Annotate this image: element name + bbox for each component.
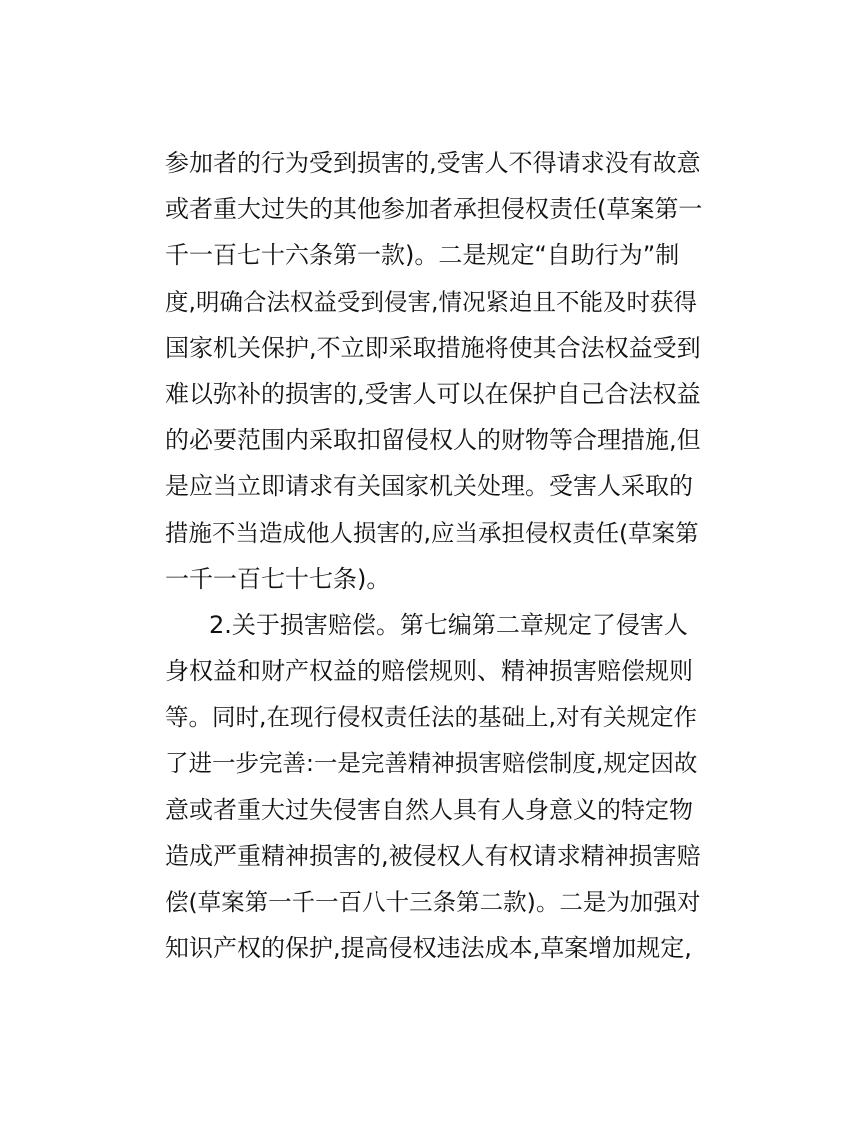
text-line: 知识产权的保护,提高侵权违法成本,草案增加规定, — [165, 934, 692, 963]
text-line: 难以弥补的损害的,受害人可以在保护自己合法权益 — [165, 379, 701, 408]
text-line: 措施不当造成他人损害的,应当承担侵权责任(草案第 — [165, 518, 699, 547]
text-line: 造成严重精神损害的,被侵权人有权请求精神损害赔 — [165, 841, 701, 870]
text-line: 身权益和财产权益的赔偿规则、精神损害赔偿规则 — [165, 657, 693, 686]
text-line: 参加者的行为受到损害的,受害人不得请求没有故意 — [165, 149, 701, 177]
text-line: 了进一步完善:一是完善精神损害赔偿制度,规定因故 — [165, 749, 698, 778]
body-text — [165, 140, 705, 971]
text-line: 偿(草案第一千一百八十三条第二款)。二是为加强对 — [165, 888, 701, 916]
text-line: 意或者重大过失侵害自然人具有人身意义的特定物 — [165, 795, 693, 824]
text-line: 千一百七十六条第一款)。二是规定“自助行为”制 — [165, 241, 680, 270]
text-line: 一千一百七十七条)。 — [165, 564, 391, 593]
section-heading-line: 2.关于损害赔偿。第七编第二章规定了侵害人 — [209, 610, 688, 639]
text-line: 等。同时,在现行侵权责任法的基础上,对有关规定作 — [165, 703, 697, 732]
text-line: 或者重大过失的其他参加者承担侵权责任(草案第一 — [165, 195, 703, 224]
text-line: 是应当立即请求有关国家机关处理。受害人采取的 — [165, 472, 693, 501]
text-line: 国家机关保护,不立即采取措施将使其合法权益受到 — [165, 333, 701, 362]
text-line: 的必要范围内采取扣留侵权人的财物等合理措施,但 — [165, 426, 701, 455]
text-line: 度,明确合法权益受到侵害,情况紧迫且不能及时获得 — [165, 287, 697, 316]
